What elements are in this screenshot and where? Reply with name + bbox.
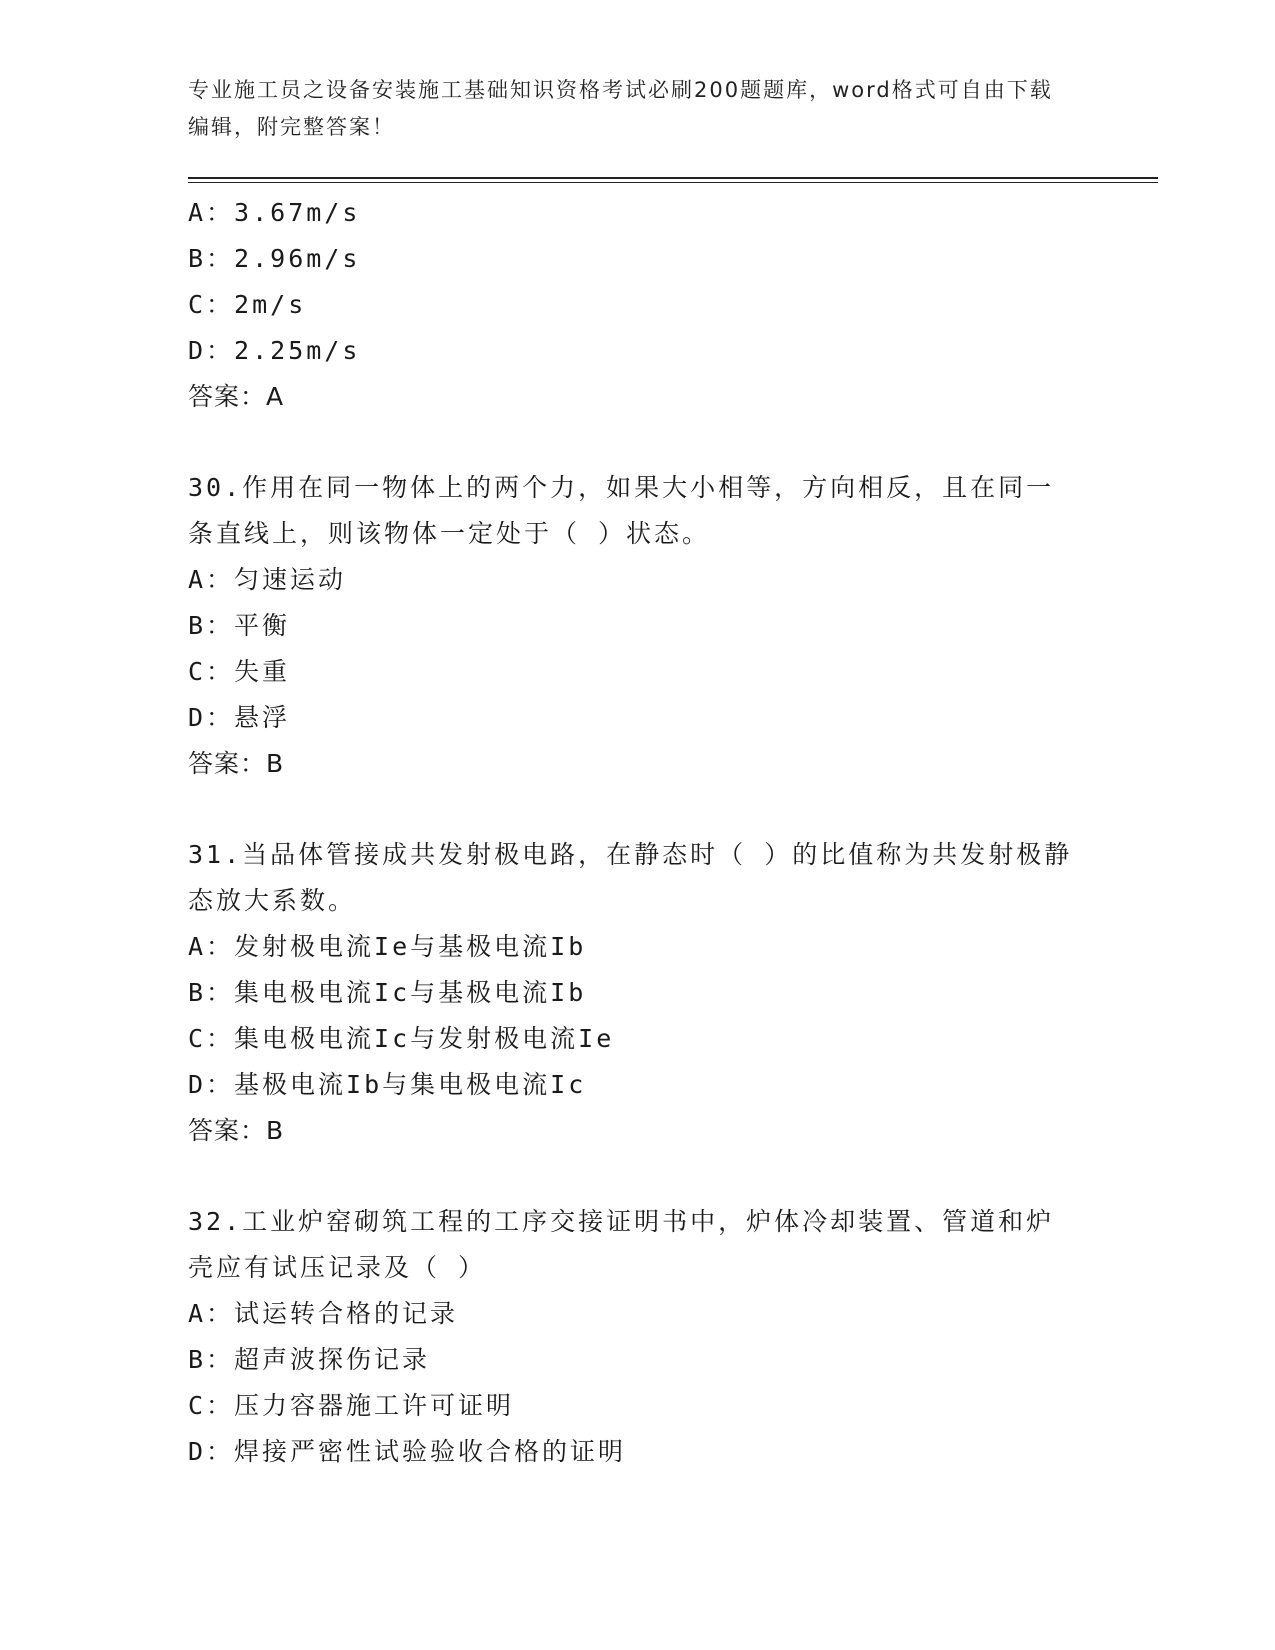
question-content	[188, 190, 1088, 1475]
option-a: A：匀速运动	[188, 565, 347, 594]
option-d: D：2.25m/s	[188, 336, 361, 365]
document-header: 专业施工员之设备安装施工基础知识资格考试必刷200题题库，word格式可自由下载编辑，附完整答案！	[188, 78, 1053, 139]
option-a: A：试运转合格的记录	[188, 1299, 459, 1328]
answer-line: 答案：B	[188, 1116, 285, 1145]
option-a: A：发射极电流Ie与基极电流Ib	[188, 932, 587, 961]
question-block-31	[188, 832, 1088, 1154]
question-block-30	[188, 465, 1088, 787]
option-c: C：集电极电流Ic与发射极电流Ie	[188, 1024, 615, 1053]
option-d: D：基极电流Ib与集电极电流Ic	[188, 1070, 587, 1099]
option-d: D：悬浮	[188, 703, 291, 732]
option-c: C：压力容器施工许可证明	[188, 1391, 515, 1420]
option-d: D：焊接严密性试验验收合格的证明	[188, 1437, 627, 1466]
option-a: A：3.67m/s	[188, 198, 361, 227]
question-block-29	[188, 190, 1088, 420]
answer-line: 答案：B	[188, 749, 285, 778]
question-stem: 32.工业炉窑砌筑工程的工序交接证明书中，炉体冷却装置、管道和炉壳应有试压记录及（ ）	[188, 1207, 1055, 1282]
answer-line: 答案：A	[188, 382, 285, 411]
option-b: B：集电极电流Ic与基极电流Ib	[188, 978, 587, 1007]
header-divider-thin	[188, 182, 1158, 183]
option-c: C：失重	[188, 657, 291, 686]
header-divider-thick	[188, 177, 1158, 179]
option-b: B：2.96m/s	[188, 244, 361, 273]
option-b: B：超声波探伤记录	[188, 1345, 431, 1374]
option-c: C：2m/s	[188, 290, 307, 319]
question-stem: 30.作用在同一物体上的两个力，如果大小相等，方向相反，且在同一条直线上，则该物体一定处于（ ）状态。	[188, 473, 1055, 548]
question-stem: 31.当品体管接成共发射极电路，在静态时（ ）的比值称为共发射极静态放大系数。	[188, 840, 1073, 915]
option-b: B：平衡	[188, 611, 291, 640]
question-block-32	[188, 1199, 1088, 1475]
